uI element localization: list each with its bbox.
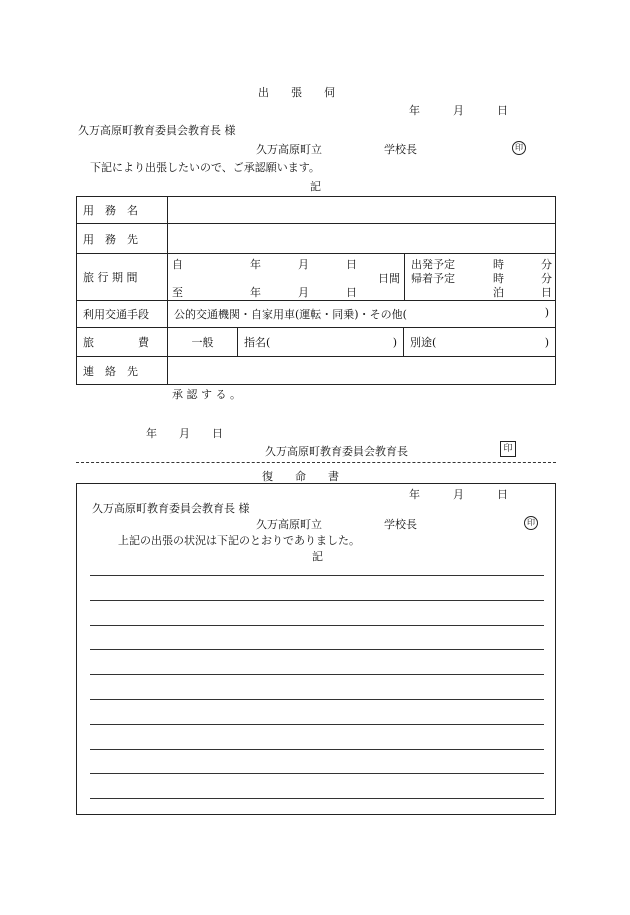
yomu-name-field[interactable] xyxy=(168,197,556,224)
request-intro: 下記により出張したいので、ご承認願います。 xyxy=(90,161,320,174)
report-line[interactable] xyxy=(90,798,544,799)
applicant-role: 学校長 xyxy=(384,143,417,156)
row-transport xyxy=(77,301,556,328)
report-line[interactable] xyxy=(90,625,544,626)
ryohi-betto[interactable]: 別途( ) xyxy=(410,335,549,349)
row-period xyxy=(77,254,556,301)
row-yomu-name xyxy=(77,197,556,224)
cut-line xyxy=(76,462,556,463)
row-contact xyxy=(77,357,556,385)
page-title: 出 張 伺 xyxy=(258,86,335,99)
applicant-school: 久万高原町立 xyxy=(256,143,322,156)
yomu-saki-field[interactable] xyxy=(168,224,556,254)
row-ryohi xyxy=(77,328,556,357)
report-ki: 記 xyxy=(312,550,323,563)
contact-field[interactable] xyxy=(168,357,556,385)
report-intro: 上記の出張の状況は下記のとおりでありました。 xyxy=(118,534,360,547)
trip-form-table xyxy=(76,196,556,385)
report-line[interactable] xyxy=(90,749,544,750)
transport-label: 利用交通手段 xyxy=(77,301,168,328)
yomu-name-label: 用 務 名 xyxy=(77,197,168,224)
ki-label: 記 xyxy=(310,180,321,193)
ryohi-general[interactable]: 一般 xyxy=(168,328,238,356)
applicant-seal: 印 xyxy=(512,140,526,155)
report-line[interactable] xyxy=(90,724,544,725)
report-line[interactable] xyxy=(90,600,544,601)
ryohi-label: 旅 費 xyxy=(77,328,168,357)
request-date: 年 月 日 xyxy=(409,104,508,117)
report-line[interactable] xyxy=(90,699,544,700)
addressee: 久万高原町教育委員会教育長 様 xyxy=(78,124,236,137)
period-dates[interactable]: 自 年 月 日 日間 至 年 月 日 xyxy=(168,254,405,300)
approver-seal: 印 xyxy=(500,441,516,457)
report-line[interactable] xyxy=(90,773,544,774)
report-role: 学校長 xyxy=(384,518,417,531)
schedule-times[interactable]: 出発予定 時 分 帰着予定 時 分 泊 日 xyxy=(411,258,552,299)
contact-label: 連 絡 先 xyxy=(77,357,168,385)
approver: 久万高原町教育委員会教育長 xyxy=(265,445,408,458)
report-addressee: 久万高原町教育委員会教育長 様 xyxy=(92,502,250,515)
transport-field[interactable]: 公的交通機関・自家用車(運転・同乗)・その他( ) xyxy=(168,301,556,328)
row-yomu-saki xyxy=(77,224,556,254)
ryohi-shimei[interactable]: 指名( ) xyxy=(238,328,404,356)
yomu-saki-label: 用 務 先 xyxy=(77,224,168,254)
report-date: 年 月 日 xyxy=(409,488,508,501)
report-line[interactable] xyxy=(90,575,544,576)
report-seal: 印 xyxy=(524,515,538,530)
report-line[interactable] xyxy=(90,649,544,650)
approval-date: 年 月 日 xyxy=(146,427,223,440)
report-line[interactable] xyxy=(90,674,544,675)
report-school: 久万高原町立 xyxy=(256,518,322,531)
report-title: 復 命 書 xyxy=(262,470,339,483)
approval-text: 承 認 す る 。 xyxy=(172,388,241,401)
period-label: 旅 行 期 間 xyxy=(77,254,168,301)
